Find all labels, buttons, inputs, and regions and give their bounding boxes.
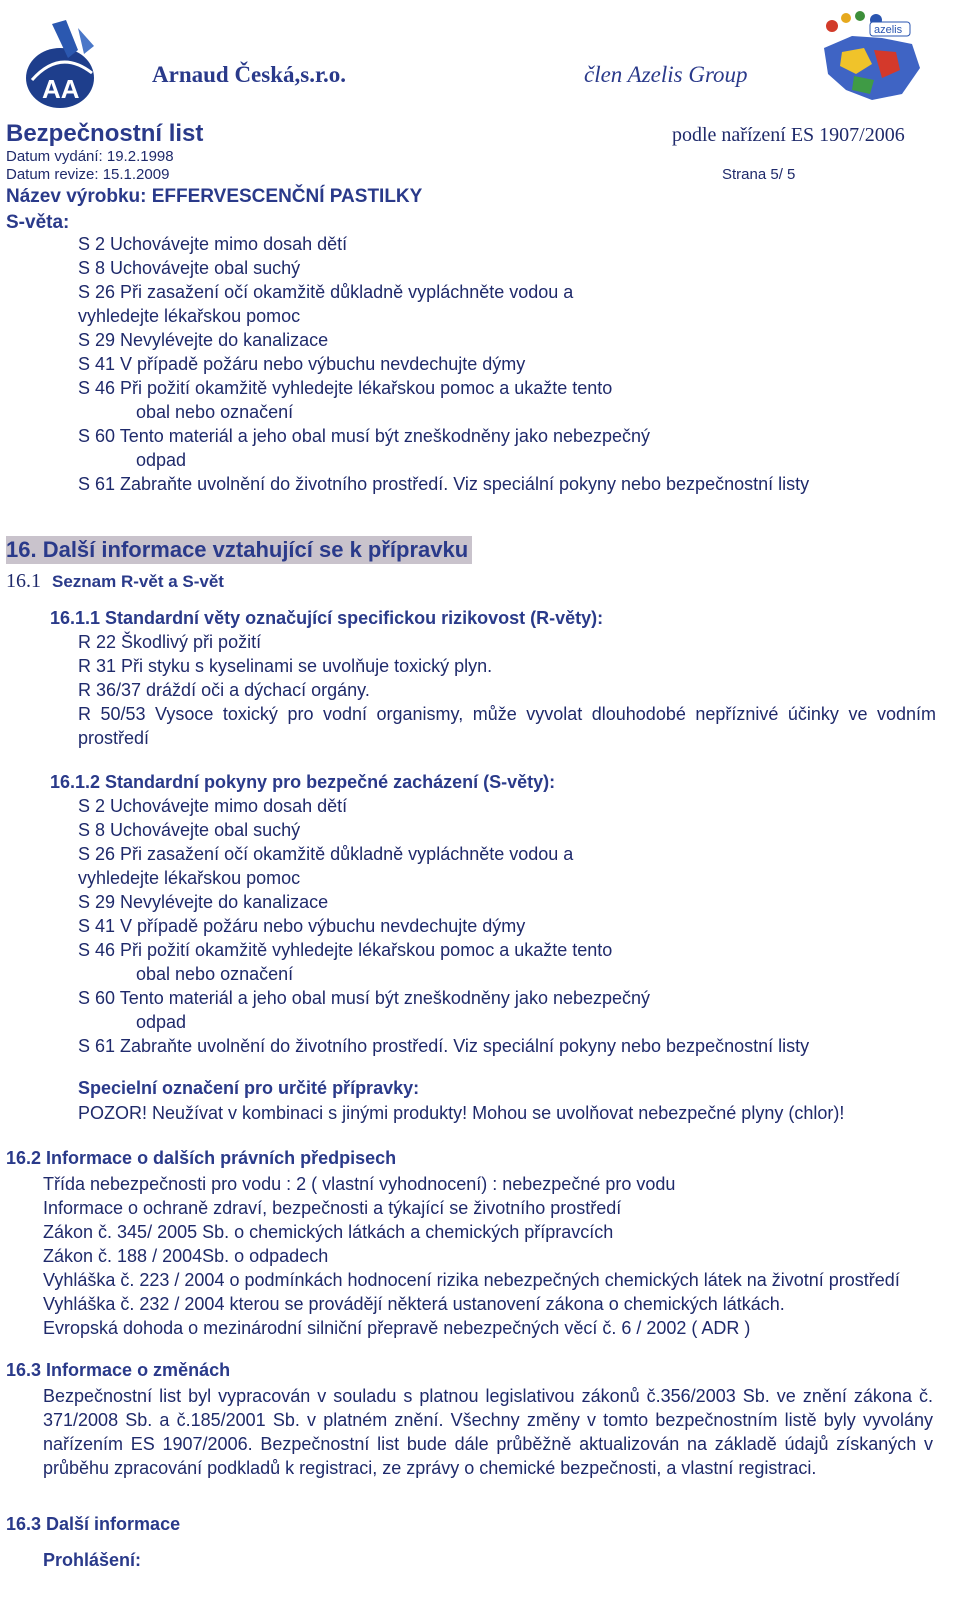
- list-item: S 60 Tento materiál a jeho obal musí být zneškodněny jako nebezpečný: [78, 988, 651, 1008]
- list-item: Vyhláška č. 232 / 2004 kterou se provádějí některá ustanovení zákona o chemických látkách.: [43, 1294, 785, 1314]
- section-16-1-title: Seznam R-vět a S-vět: [52, 572, 224, 591]
- list-item: Třída nebezpečnosti pro vodu : 2 ( vlastní vyhodnocení) : nebezpečné pro vodu: [43, 1174, 676, 1194]
- s-phrases-top-list: [78, 232, 809, 496]
- list-item: S 8 Uchovávejte obal suchý: [78, 258, 301, 278]
- legal-list: [43, 1172, 938, 1340]
- list-item: S 41 V případě požáru nebo výbuchu nevdechujte dýmy: [78, 916, 526, 936]
- list-item: R 36/37 dráždí oči a dýchací orgány.: [78, 680, 370, 700]
- s-phrases-label: S-věta:: [6, 212, 70, 233]
- list-item: obal nebo označení: [136, 964, 294, 984]
- special-text: POZOR! Neužívat v kombinaci s jinými produkty! Mohou se uvolňovat nebezpečné plyny (chlor)!: [78, 1103, 845, 1123]
- list-item: S 26 Při zasažení očí okamžitě důkladně vypláchněte vodou a: [78, 282, 574, 302]
- regulation: podle nařízení ES 1907/2006: [672, 124, 905, 146]
- list-item: S 29 Nevylévejte do kanalizace: [78, 330, 329, 350]
- r-phrase-50-53: R 50/53 Vysoce toxický pro vodní organismy, může vyvolat dlouhodobé nepříznivé účinky ve vodním prostředí: [78, 704, 936, 748]
- list-item: R 22 Škodlivý při požití: [78, 632, 262, 652]
- declaration-label: Prohlášení:: [43, 1550, 142, 1570]
- page-number: Strana 5/ 5: [722, 166, 796, 183]
- company-name: Arnaud Česká,s.r.o.: [152, 62, 347, 87]
- list-item: Zákon č. 345/ 2005 Sb. o chemických látkách a chemických přípravcích: [43, 1222, 614, 1242]
- list-item: S 41 V případě požáru nebo výbuchu nevdechujte dýmy: [78, 354, 526, 374]
- changes-paragraph: Bezpečnostní list byl vypracován v souladu s platnou legislativou zákonů č.356/2003 Sb. ve znění zákona č. 371/2008 Sb. a č.185/2001 Sb. v platném znění. Všechny změny v tomto bezpečnostním listě byly vyvolány nařízením ES 1907/2006. Bezpečnostní list bude dále průběžně aktualizován na základě údajů získaných v průběhu zpracování podkladů k registraci, ze zprávy o chemické bezpečnosti, a vlastní registraci.: [43, 1386, 933, 1478]
- svg-text:azelis: azelis: [874, 24, 903, 36]
- list-item: S 61 Zabraňte uvolnění do životního prostředí. Viz speciální pokyny nebo bezpečnostní listy: [78, 1036, 810, 1056]
- list-item: obal nebo označení: [136, 402, 294, 422]
- list-item: S 26 Při zasažení očí okamžitě důkladně vypláchněte vodou a: [78, 844, 574, 864]
- list-item: vyhledejte lékařskou pomoc: [78, 306, 301, 326]
- special-heading: Specielní označení pro určité přípravky:: [78, 1078, 420, 1098]
- svg-text:AA: AA: [42, 74, 80, 104]
- r-phrases-heading: 16.1.1 Standardní věty označující specifickou rizikovost (R-věty):: [50, 608, 604, 628]
- section-16-1-number: 16.1: [6, 570, 41, 592]
- list-item: Vyhláška č. 223 / 2004 o podmínkách hodnocení rizika nebezpečných chemických látek na životní prostředí: [43, 1270, 900, 1290]
- list-item: S 29 Nevylévejte do kanalizace: [78, 892, 329, 912]
- list-item: odpad: [136, 1012, 187, 1032]
- list-item: R 31 Při styku s kyselinami se uvolňuje toxický plyn.: [78, 656, 493, 676]
- list-item: S 61 Zabraňte uvolnění do životního prostředí. Viz speciální pokyny nebo bezpečnostní listy: [78, 474, 810, 494]
- doc-title: Bezpečnostní list: [6, 120, 204, 147]
- s-phrases-list: [78, 794, 809, 1058]
- section-16-3-more-title: 16.3 Další informace: [6, 1514, 181, 1534]
- list-item: Informace o ochraně zdraví, bezpečnosti a týkající se životního prostředí: [43, 1198, 622, 1218]
- list-item: S 8 Uchovávejte obal suchý: [78, 820, 301, 840]
- list-item: S 46 Při požití okamžitě vyhledejte lékařskou pomoc a ukažte tento: [78, 378, 613, 398]
- list-item: Zákon č. 188 / 2004Sb. o odpadech: [43, 1246, 329, 1266]
- r-phrases-list: [78, 630, 492, 702]
- list-item: S 2 Uchovávejte mimo dosah dětí: [78, 796, 348, 816]
- section-16-2-title: 16.2 Informace o dalších právních předpisech: [6, 1148, 397, 1168]
- product-name: Název výrobku: EFFERVESCENČNÍ PASTILKY: [6, 186, 423, 207]
- company-logo: [22, 18, 102, 114]
- list-item: odpad: [136, 450, 187, 470]
- section-16-3-title: 16.3 Informace o změnách: [6, 1360, 231, 1380]
- section-16-title: 16. Další informace vztahující se k přípravku: [6, 536, 472, 564]
- list-item: S 60 Tento materiál a jeho obal musí být zneškodněny jako nebezpečný: [78, 426, 651, 446]
- azelis-logo: [812, 8, 930, 104]
- member-group: člen Azelis Group: [584, 62, 748, 87]
- revision-date: Datum revize: 15.1.2009: [6, 166, 170, 183]
- list-item: S 46 Při požití okamžitě vyhledejte lékařskou pomoc a ukažte tento: [78, 940, 613, 960]
- list-item: S 2 Uchovávejte mimo dosah dětí: [78, 234, 348, 254]
- issue-date: Datum vydání: 19.2.1998: [6, 148, 174, 165]
- list-item: Evropská dohoda o mezinárodní silniční přepravě nebezpečných věcí č. 6 / 2002 ( ADR ): [43, 1318, 751, 1338]
- list-item: vyhledejte lékařskou pomoc: [78, 868, 301, 888]
- s-phrases-heading: 16.1.2 Standardní pokyny pro bezpečné zacházení (S-věty):: [50, 772, 556, 792]
